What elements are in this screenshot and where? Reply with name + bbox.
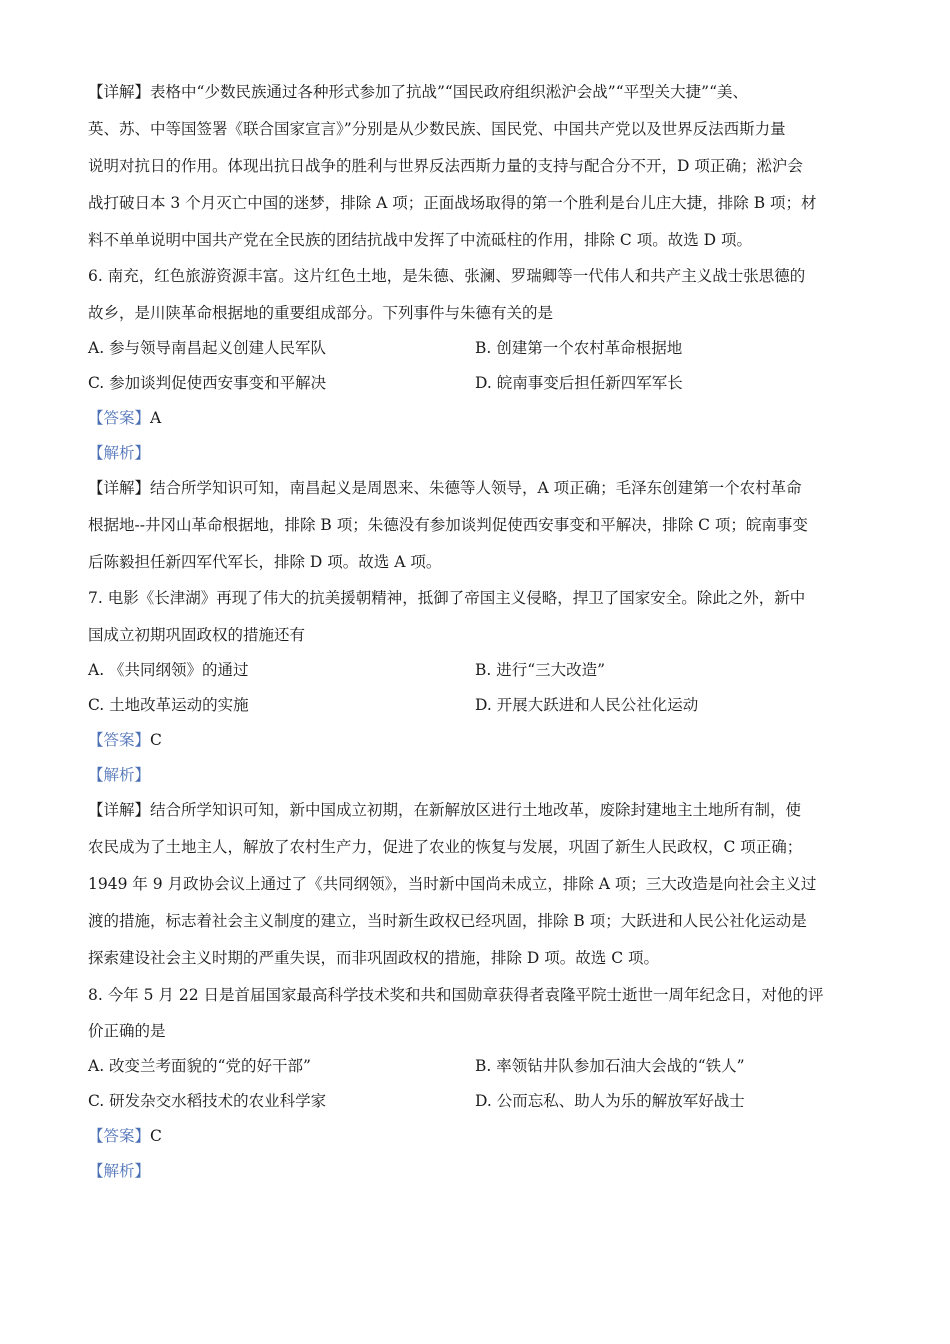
q8-stem-line: 8. 今年 5 月 22 日是首届国家最高科学技术奖和共和国勋章获得者袁隆平院士逝世一周年纪念日，对他的评 bbox=[88, 986, 824, 1004]
q6-detail-line: 后陈毅担任新四军代军长，排除 D 项。故选 A 项。 bbox=[88, 553, 442, 571]
q6-detail-line: 【详解】结合所学知识可知，南昌起义是周恩来、朱德等人领导，A 项正确；毛泽东创建第一个农村革命 bbox=[88, 479, 802, 497]
q7-detail-line: 1949 年 9 月政协会议上通过了《共同纲领》，当时新中国尚未成立，排除 A 项；三大改造是向社会主义过 bbox=[88, 875, 817, 893]
q5-detail-line: 说明对抗日的作用。体现出抗日战争的胜利与世界反法西斯力量的支持与配合分不开，D 项正确；淞沪会 bbox=[88, 157, 803, 175]
q7-option-a: A. 《共同纲领》的通过 bbox=[88, 661, 249, 679]
q6-stem-line: 故乡，是川陕革命根据地的重要组成部分。下列事件与朱德有关的是 bbox=[88, 304, 554, 322]
q6-option-c: C. 参加谈判促使西安事变和平解决 bbox=[88, 374, 327, 392]
answer-value: C bbox=[150, 1127, 162, 1145]
q7-detail-line: 探索建设社会主义时期的严重失误，而非巩固政权的措施，排除 D 项。故选 C 项。 bbox=[88, 949, 659, 967]
answer-value: C bbox=[150, 731, 162, 749]
q6-option-d: D. 皖南事变后担任新四军军长 bbox=[475, 374, 683, 392]
q7-option-d: D. 开展大跃进和人民公社化运动 bbox=[475, 696, 699, 714]
q8-option-d: D. 公而忘私、助人为乐的解放军好战士 bbox=[475, 1092, 745, 1110]
answer-tag: 【答案】 bbox=[88, 731, 151, 749]
q5-detail-line: 料不单单说明中国共产党在全民族的团结抗战中发挥了中流砥柱的作用，排除 C 项。故选 D 项。 bbox=[88, 231, 752, 249]
q7-stem-line: 7. 电影《长津湖》再现了伟大的抗美援朝精神，抵御了帝国主义侵略，捍卫了国家安全。除此之外，新中 bbox=[88, 589, 806, 607]
q5-detail-line: 战打破日本 3 个月灭亡中国的迷梦，排除 A 项；正面战场取得的第一个胜利是台儿庄大捷，排除 B 项；材 bbox=[88, 194, 817, 212]
q8-stem-line: 价正确的是 bbox=[88, 1022, 166, 1040]
answer-tag: 【答案】 bbox=[88, 1127, 151, 1145]
q6-option-b: B. 创建第一个农村革命根据地 bbox=[475, 339, 683, 357]
q7-detail-line: 渡的措施，标志着社会主义制度的建立，当时新生政权已经巩固，排除 B 项；大跃进和人民公社化运动是 bbox=[88, 912, 807, 930]
q8-option-a: A. 改变兰考面貌的“党的好干部” bbox=[88, 1057, 311, 1075]
q8-option-b: B. 率领钻井队参加石油大会战的“铁人” bbox=[475, 1057, 745, 1075]
q7-detail-line: 农民成为了土地主人，解放了农村生产力，促进了农业的恢复与发展，巩固了新生人民政权，C 项正确； bbox=[88, 838, 803, 856]
q7-option-c: C. 土地改革运动的实施 bbox=[88, 696, 249, 714]
q7-answer bbox=[88, 730, 162, 750]
q6-detail-line: 根据地--井冈山革命根据地，排除 B 项；朱德没有参加谈判促使西安事变和平解决，排除 C 项；皖南事变 bbox=[88, 516, 808, 534]
q5-detail-line: 英、苏、中等国签署《联合国家宣言》”分别是从少数民族、国民党、中国共产党以及世界反法西斯力量 bbox=[88, 120, 786, 138]
q7-detail-line: 【详解】结合所学知识可知，新中国成立初期，在新解放区进行土地改革，废除封建地主土地所有制，使 bbox=[88, 801, 802, 819]
answer-value: A bbox=[150, 409, 162, 427]
q5-detail-line: 【详解】表格中“少数民族通过各种形式参加了抗战”“国民政府组织淞沪会战”“平型关大捷”“美、 bbox=[88, 83, 748, 101]
detail-tag: 【详解】 bbox=[88, 83, 151, 101]
detail-tag: 【详解】 bbox=[88, 801, 151, 819]
detail-tag: 【详解】 bbox=[88, 479, 151, 497]
q7-option-b: B. 进行“三大改造” bbox=[475, 661, 606, 679]
q8-analysis-tag: 【解析】 bbox=[88, 1162, 151, 1180]
q7-analysis-tag: 【解析】 bbox=[88, 766, 151, 784]
q6-option-a: A. 参与领导南昌起义创建人民军队 bbox=[88, 339, 327, 357]
q6-analysis-tag: 【解析】 bbox=[88, 444, 151, 462]
q8-option-c: C. 研发杂交水稻技术的农业科学家 bbox=[88, 1092, 327, 1110]
q6-answer bbox=[88, 408, 161, 428]
q6-stem-line: 6. 南充，红色旅游资源丰富。这片红色土地，是朱德、张澜、罗瑞卿等一代伟人和共产主义战士张思德的 bbox=[88, 267, 806, 285]
answer-tag: 【答案】 bbox=[88, 409, 151, 427]
q7-stem-line: 国成立初期巩固政权的措施还有 bbox=[88, 626, 306, 644]
q8-answer bbox=[88, 1126, 162, 1146]
